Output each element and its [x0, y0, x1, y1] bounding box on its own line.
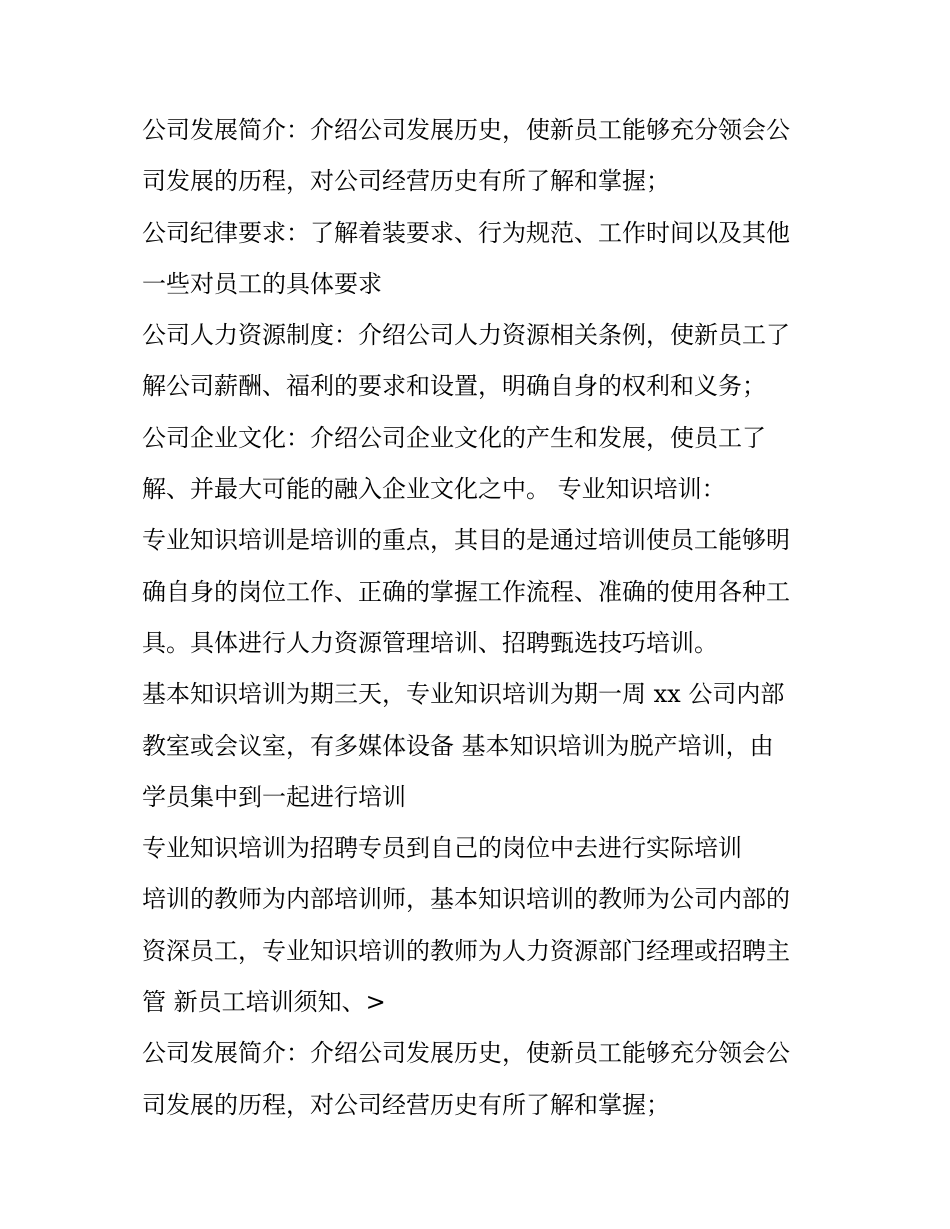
text-line: 公司人力资源制度：介绍公司人力资源相关条例，使新员工了 — [142, 321, 790, 350]
document-body — [142, 105, 822, 1131]
text-line: 公司发展简介：介绍公司发展历史，使新员工能够充分领会公 — [142, 116, 790, 144]
text-line: 教室或会议室，有多媒体设备 基本知识培训为脱产培训，由 — [142, 731, 774, 760]
text-line: 司发展的历程，对公司经营历史有所了解和掌握； — [142, 167, 670, 196]
text-line: 专业知识培训是培训的重点，其目的是通过培训使员工能够明 — [142, 526, 790, 555]
text-line: 解、并最大可能的融入企业文化之中。 专业知识培训： — [142, 475, 726, 504]
text-line: 资深员工，专业知识培训的教师为人力资源部门经理或招聘主 — [142, 936, 790, 965]
text-line: 管 新员工培训须知、> — [142, 988, 386, 1017]
text-line: 解公司薪酬、福利的要求和设置，明确自身的权利和义务； — [142, 372, 766, 401]
text-line: 学员集中到一起进行培训 — [142, 782, 406, 811]
text-line: 司发展的历程，对公司经营历史有所了解和掌握； — [142, 1090, 670, 1119]
text-line: 一些对员工的具体要求 — [142, 269, 382, 298]
text-line: 公司发展简介：介绍公司发展历史，使新员工能够充分领会公 — [142, 1039, 790, 1068]
text-line: 公司纪律要求：了解着装要求、行为规范、工作时间以及其他 — [142, 218, 790, 247]
text-line: 基本知识培训为期三天，专业知识培训为期一周 xx 公司内部 — [142, 680, 785, 709]
text-line: 公司企业文化：介绍公司企业文化的产生和发展，使员工了 — [142, 423, 766, 452]
text-line: 培训的教师为内部培训师，基本知识培训的教师为公司内部的 — [142, 885, 790, 914]
text-line: 专业知识培训为招聘专员到自己的岗位中去进行实际培训 — [142, 834, 742, 863]
text-line: 具。具体进行人力资源管理培训、招聘甄选技巧培训。 — [142, 628, 718, 657]
text-line: 确自身的岗位工作、正确的掌握工作流程、准确的使用各种工 — [142, 577, 790, 606]
